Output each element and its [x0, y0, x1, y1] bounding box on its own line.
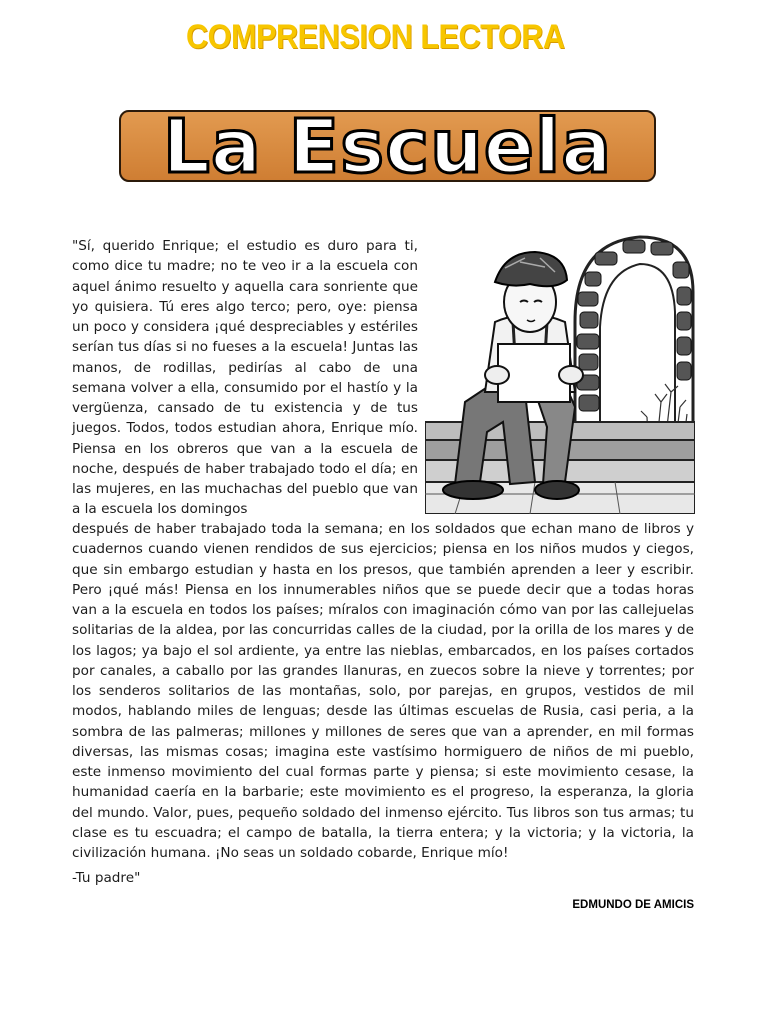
author-name: EDMUNDO DE AMICIS [572, 899, 694, 911]
boy-reading-on-steps-illustration [425, 232, 695, 514]
banner-title: La Escuela [162, 104, 613, 190]
page-title: COMPRENSION LECTORA [186, 18, 565, 56]
story-signoff: -Tu padre" [72, 870, 141, 886]
title-banner [119, 104, 656, 190]
story-text-continued: después de haber trabajado toda la semana; en los soldados que echan mano de libros y cuadernos cuando vienen rendidos de sus ejercicios; piensa en los niños mudos y ciegos, que sin embargo estudian y hasta en los presos, que también aprenden a leer y escribir. Pero ¡qué más! Piensa en los innumerables niños que se puede decir que a todas horas van a la escuela en todos los países; míralos con imaginación cómo van por las callejuelas solitarias de la aldea, por las concurridas calles de la ciudad, por la orilla de los mares y de los lagos; ya bajo el sol ardiente, ya entre las nieblas, embarcados, en los países cortados por canales, a caballo por las grandes llanuras, en zuecos sobre la nieve y torrentes; por los senderos solitarios de las montañas, solo, por parejas, en grupos, vestidos de mil modos, hablando miles de lenguas; desde las últimas escuelas de Rusia, casi peria, a la sombra de las palmeras; millones y millones de seres que van a aprender, en mil formas diversas, las mismas cosas; imagina este vastísimo hormiguero de niños de mi pueblo, este inmenso movimiento del cual formas parte y piensa; si este movimiento cesase, la humanidad caería en la barbarie; este movimiento es el progreso, la esperanza, la gloria del mundo. Valor, pues, pequeño soldado del inmenso ejército. Tus libros son tus armas; tu clase es tu escuadra; el campo de batalla, la tierra entera; y la victoria; y la victoria, la civilización humana. ¡No seas un soldado cobarde, Enrique mío! [72, 521, 694, 861]
story-text-column: "Sí, querido Enrique; el estudio es duro para ti, como dice tu madre; no te veo ir a la escuela con aquel ánimo resuelto y aquella cara sonriente que yo quisiera. Tú eres algo terco; pero, oye: piensa un poco y considera ¡qué despreciables y estériles serían tus días si no fueses a la escuela! Juntas las manos, de rodillas, pedirías al cabo de una semana volver a ella, consumido por el hastío y la vergüenza, cansado de tu existencia y de tus juegos. Todos, todos estudian ahora, Enrique mío. Piensa en los obreros que van a la escuela de noche, después de haber trabajado todo el día; en las mujeres, en las muchachas del pueblo que van a la escuela los domingos [72, 238, 418, 518]
